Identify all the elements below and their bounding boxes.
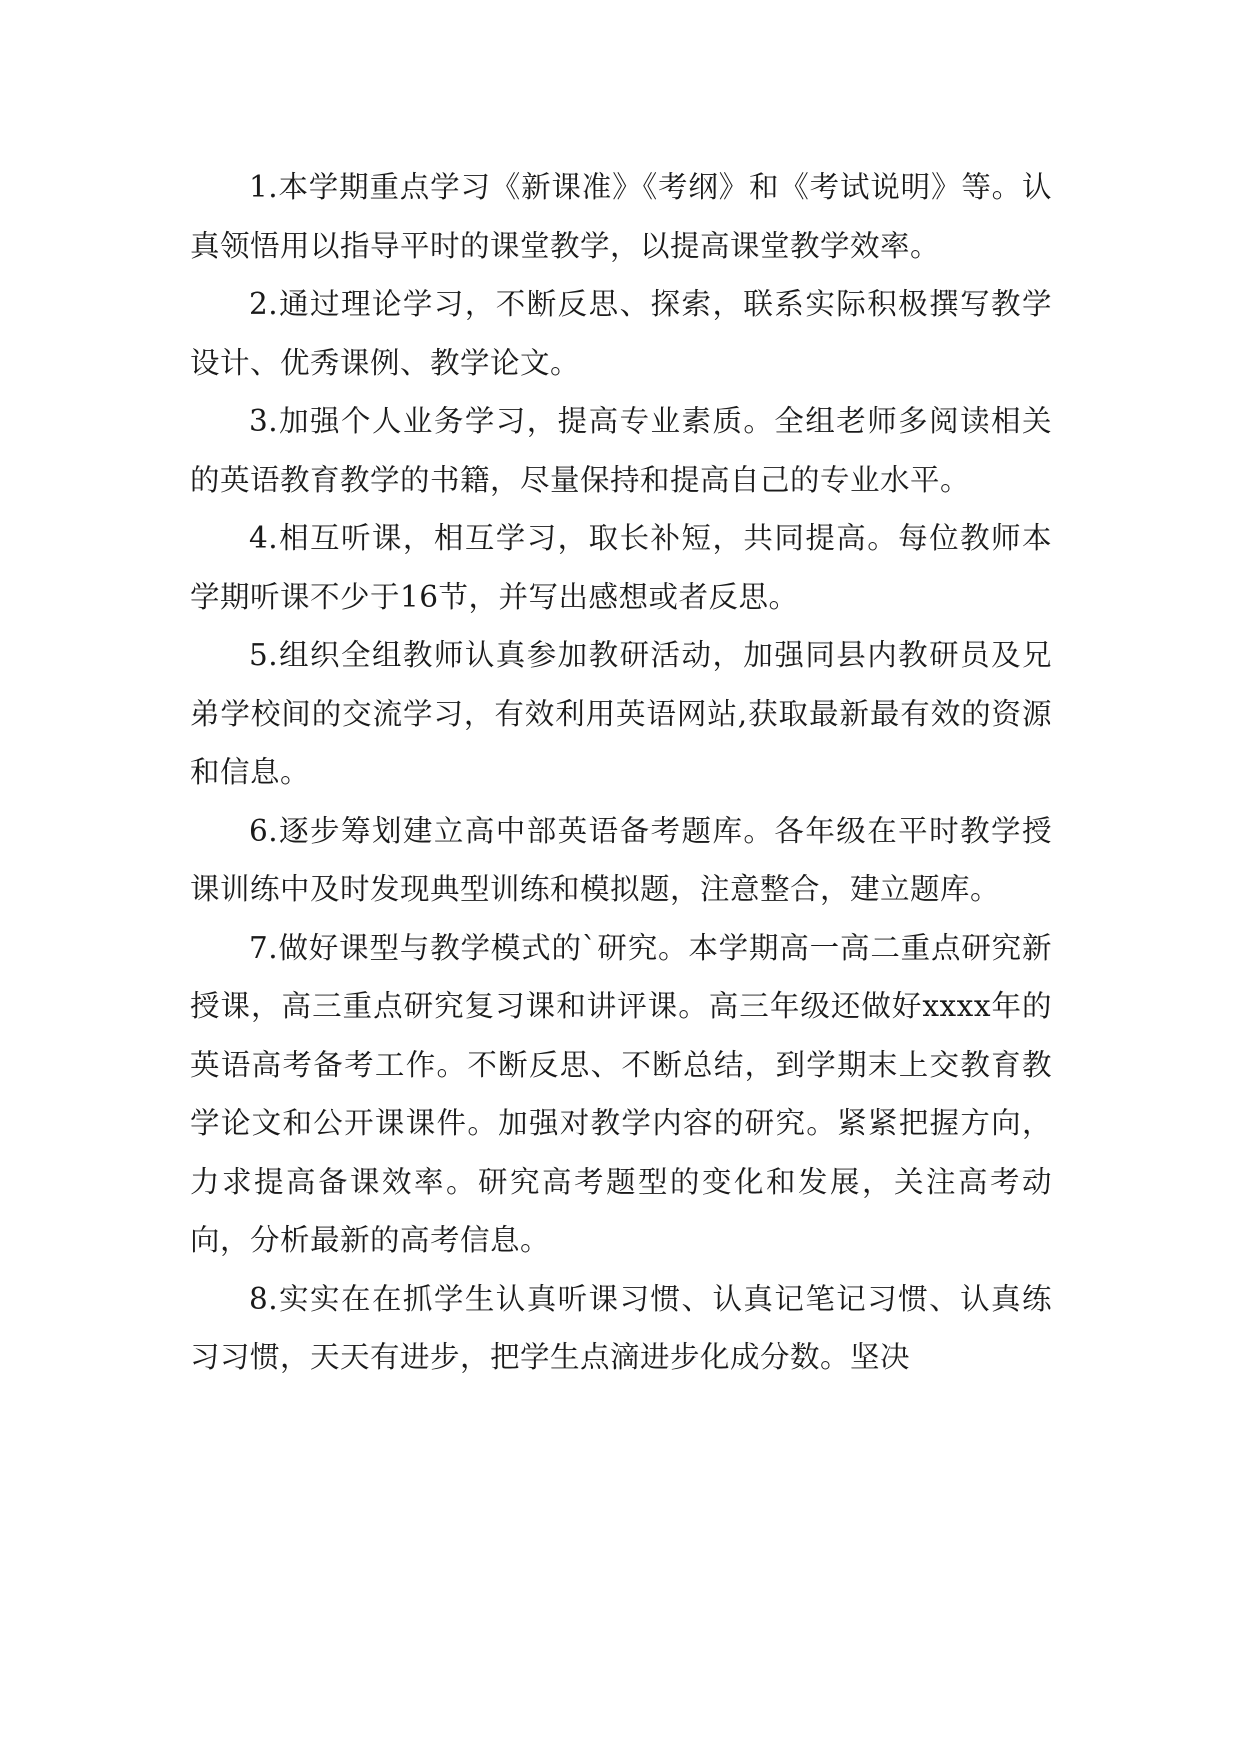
paragraph-5: 5.组织全组教师认真参加教研活动，加强同县内教研员及兄弟学校间的交流学习，有效利用英语网站,获取最新最有效的资源和信息。 [190,638,1052,789]
paragraph-4: 4.相互听课，相互学习，取长补短，共同提高。每位教师本学期听课不少于16节，并写出感想或者反思。 [190,521,1052,614]
paragraph-2: 2.通过理论学习，不断反思、探索，联系实际积极撰写教学设计、优秀课例、教学论文。 [190,287,1052,380]
paragraph-8: 8.实实在在抓学生认真听课习惯、认真记笔记习惯、认真练习习惯，天天有进步，把学生点滴进步化成分数。坚决 [190,1281,1052,1374]
paragraph-6: 6.逐步筹划建立高中部英语备考题库。各年级在平时教学授课训练中及时发现典型训练和模拟题，注意整合，建立题库。 [190,813,1052,906]
document-body [190,158,1052,1387]
paragraph-1: 1.本学期重点学习《新课准》《考纲》和《考试说明》等。认真领悟用以指导平时的课堂教学，以提高课堂教学效率。 [190,170,1052,263]
paragraph-7: 7.做好课型与教学模式的`研究。本学期高一高二重点研究新授课，高三重点研究复习课和讲评课。高三年级还做好xxxx年的英语高考备考工作。不断反思、不断总结，到学期末上交教育教学论文和公开课课件。加强对教学内容的研究。紧紧把握方向，力求提高备课效率。研究高考题型的变化和发展，关注高考动向，分析最新的高考信息。 [190,930,1052,1257]
paragraph-3: 3.加强个人业务学习，提高专业素质。全组老师多阅读相关的英语教育教学的书籍，尽量保持和提高自己的专业水平。 [190,404,1052,497]
